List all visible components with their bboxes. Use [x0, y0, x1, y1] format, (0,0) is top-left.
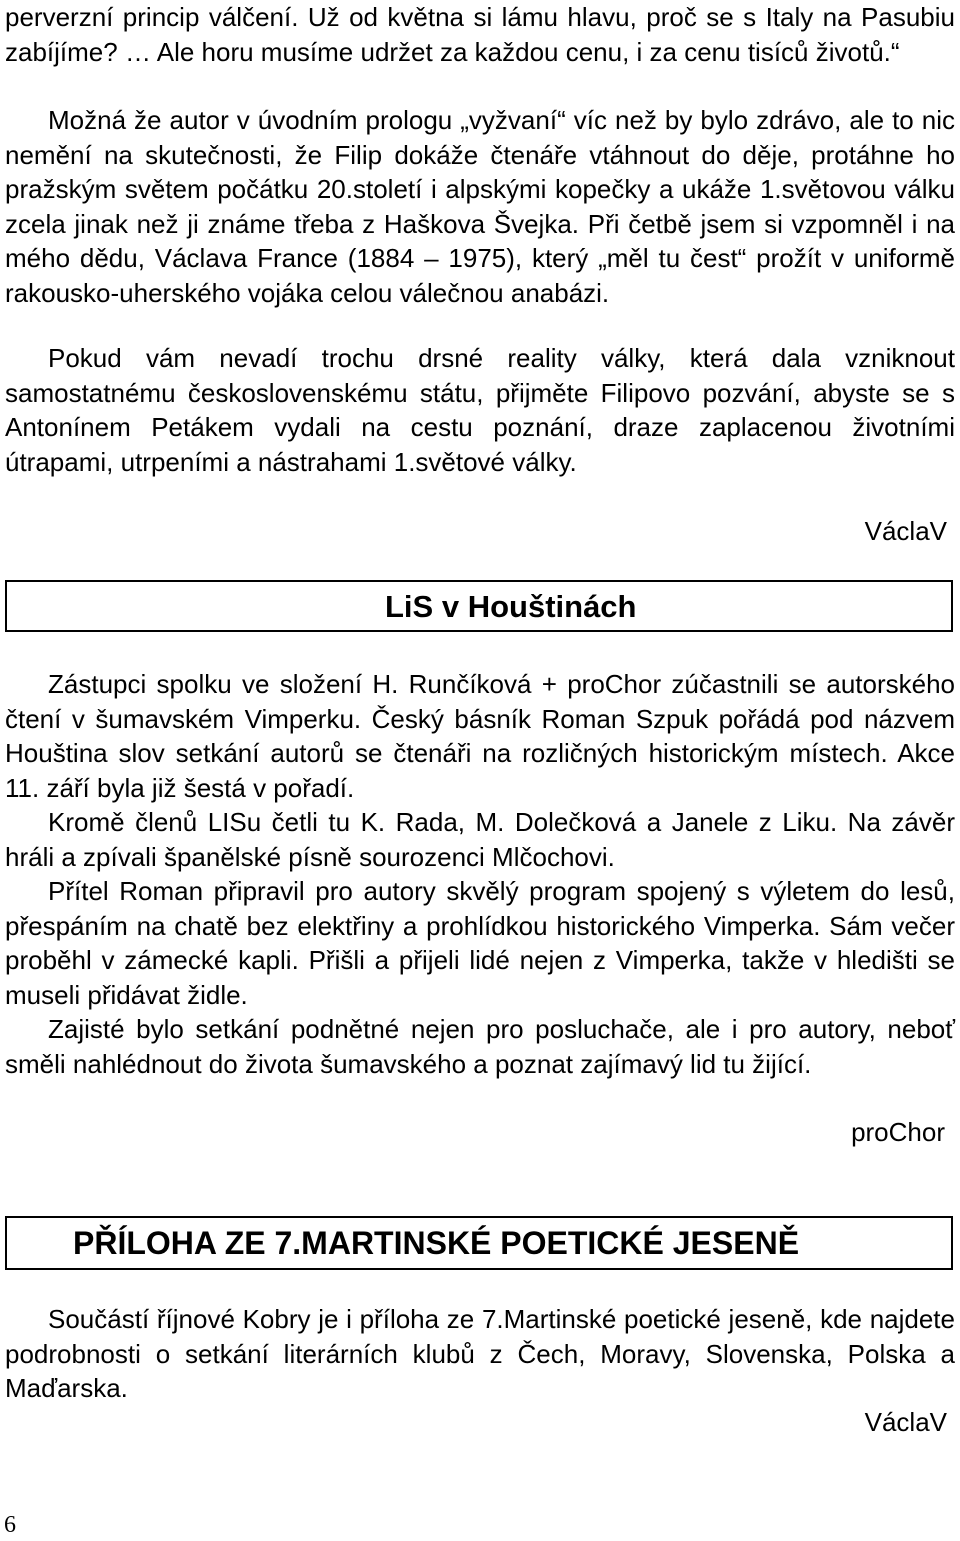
section-title-priloha: PŘÍLOHA ZE 7.MARTINSKÉ POETICKÉ JESENĚ [73, 1225, 800, 1261]
appendix-heading-box [5, 1216, 953, 1270]
article2-signature: proChor [851, 1117, 945, 1147]
article3-paragraph-1: Součástí říjnové Kobry je i příloha ze 7.Martinské poetické jeseně, kde najdete podrobnosti o setkání literárních klubů z Čech, Moravy, Slovenska, Polska a Maďarska. [5, 1304, 955, 1404]
page-number: 6 [4, 1512, 16, 1538]
article1-paragraph-1: perverzní princip válčení. Už od května si lámu hlavu, proč se s Italy na Pasubiu zabíjíme? … Ale horu musíme udržet za každou cenu, i za cenu tisíců životů.“ [5, 2, 955, 67]
article3-signature: VáclaV [864, 1407, 947, 1437]
article2-paragraph-2: Kromě členů LISu četli tu K. Rada, M. Dolečková a Janele z Liku. Na závěr hráli a zpívali španělské písně sourozenci Mlčochovi. [5, 807, 955, 872]
article1-paragraph-3: Pokud vám nevadí trochu drsné reality války, která dala vzniknout samostatnému československému státu, přijměte Filipovo pozvání, abyste se s Antonínem Petákem vydali na cestu poznání, draze zaplacenou životními útrapami, utrpeními a nástrahami 1.světové války. [5, 343, 955, 477]
article2-paragraph-4: Zajisté bylo setkání podnětné nejen pro posluchače, ale i pro autory, neboť směli nahlédnout do života šumavského a poznat zajímavý lid tu žijící. [5, 1014, 955, 1079]
article2-paragraph-3: Přítel Roman připravil pro autory skvělý program spojený s výletem do lesů, přespáním na chatě bez elektřiny a prohlídkou historického Vimperka. Sám večer proběhl v zámecké kapli. Přišli a přijeli lidé nejen z Vimperka, takže v hledišti se museli přidávat židle. [5, 876, 955, 1010]
article1-paragraph-2: Možná že autor v úvodním prologu „vyžvaní“ víc než by bylo zdrávo, ale to nic nemění na skutečnosti, že Filip dokáže čtenáře vtáhnout do děje, protáhne ho pražským světem počátku 20.století i alpskými kopečky a ukáže 1.světovou válku zcela jinak než ji známe třeba z Haškova Švejka. Při četbě jsem si vzpomněl i na mého dědu, Václava France (1884 – 1975), který „měl tu čest“ prožít v uniformě rakousko-uherského vojáka celou válečnou anabázi. [5, 105, 955, 308]
article2-paragraph-1: Zástupci spolku ve složení H. Runčíková + proChor zúčastnili se autorského čtení v šumavském Vimperku. Český básník Roman Szpuk pořádá pod názvem Houština slov setkání autorů se čtenáři na rozličných historickým místech. Akce 11. září byla již šestá v pořadí. [5, 669, 955, 803]
section-title-lis-v-houstinach: LiS v Houštinách [385, 589, 637, 624]
section-heading-box [5, 580, 953, 632]
article1-signature: VáclaV [864, 516, 947, 546]
